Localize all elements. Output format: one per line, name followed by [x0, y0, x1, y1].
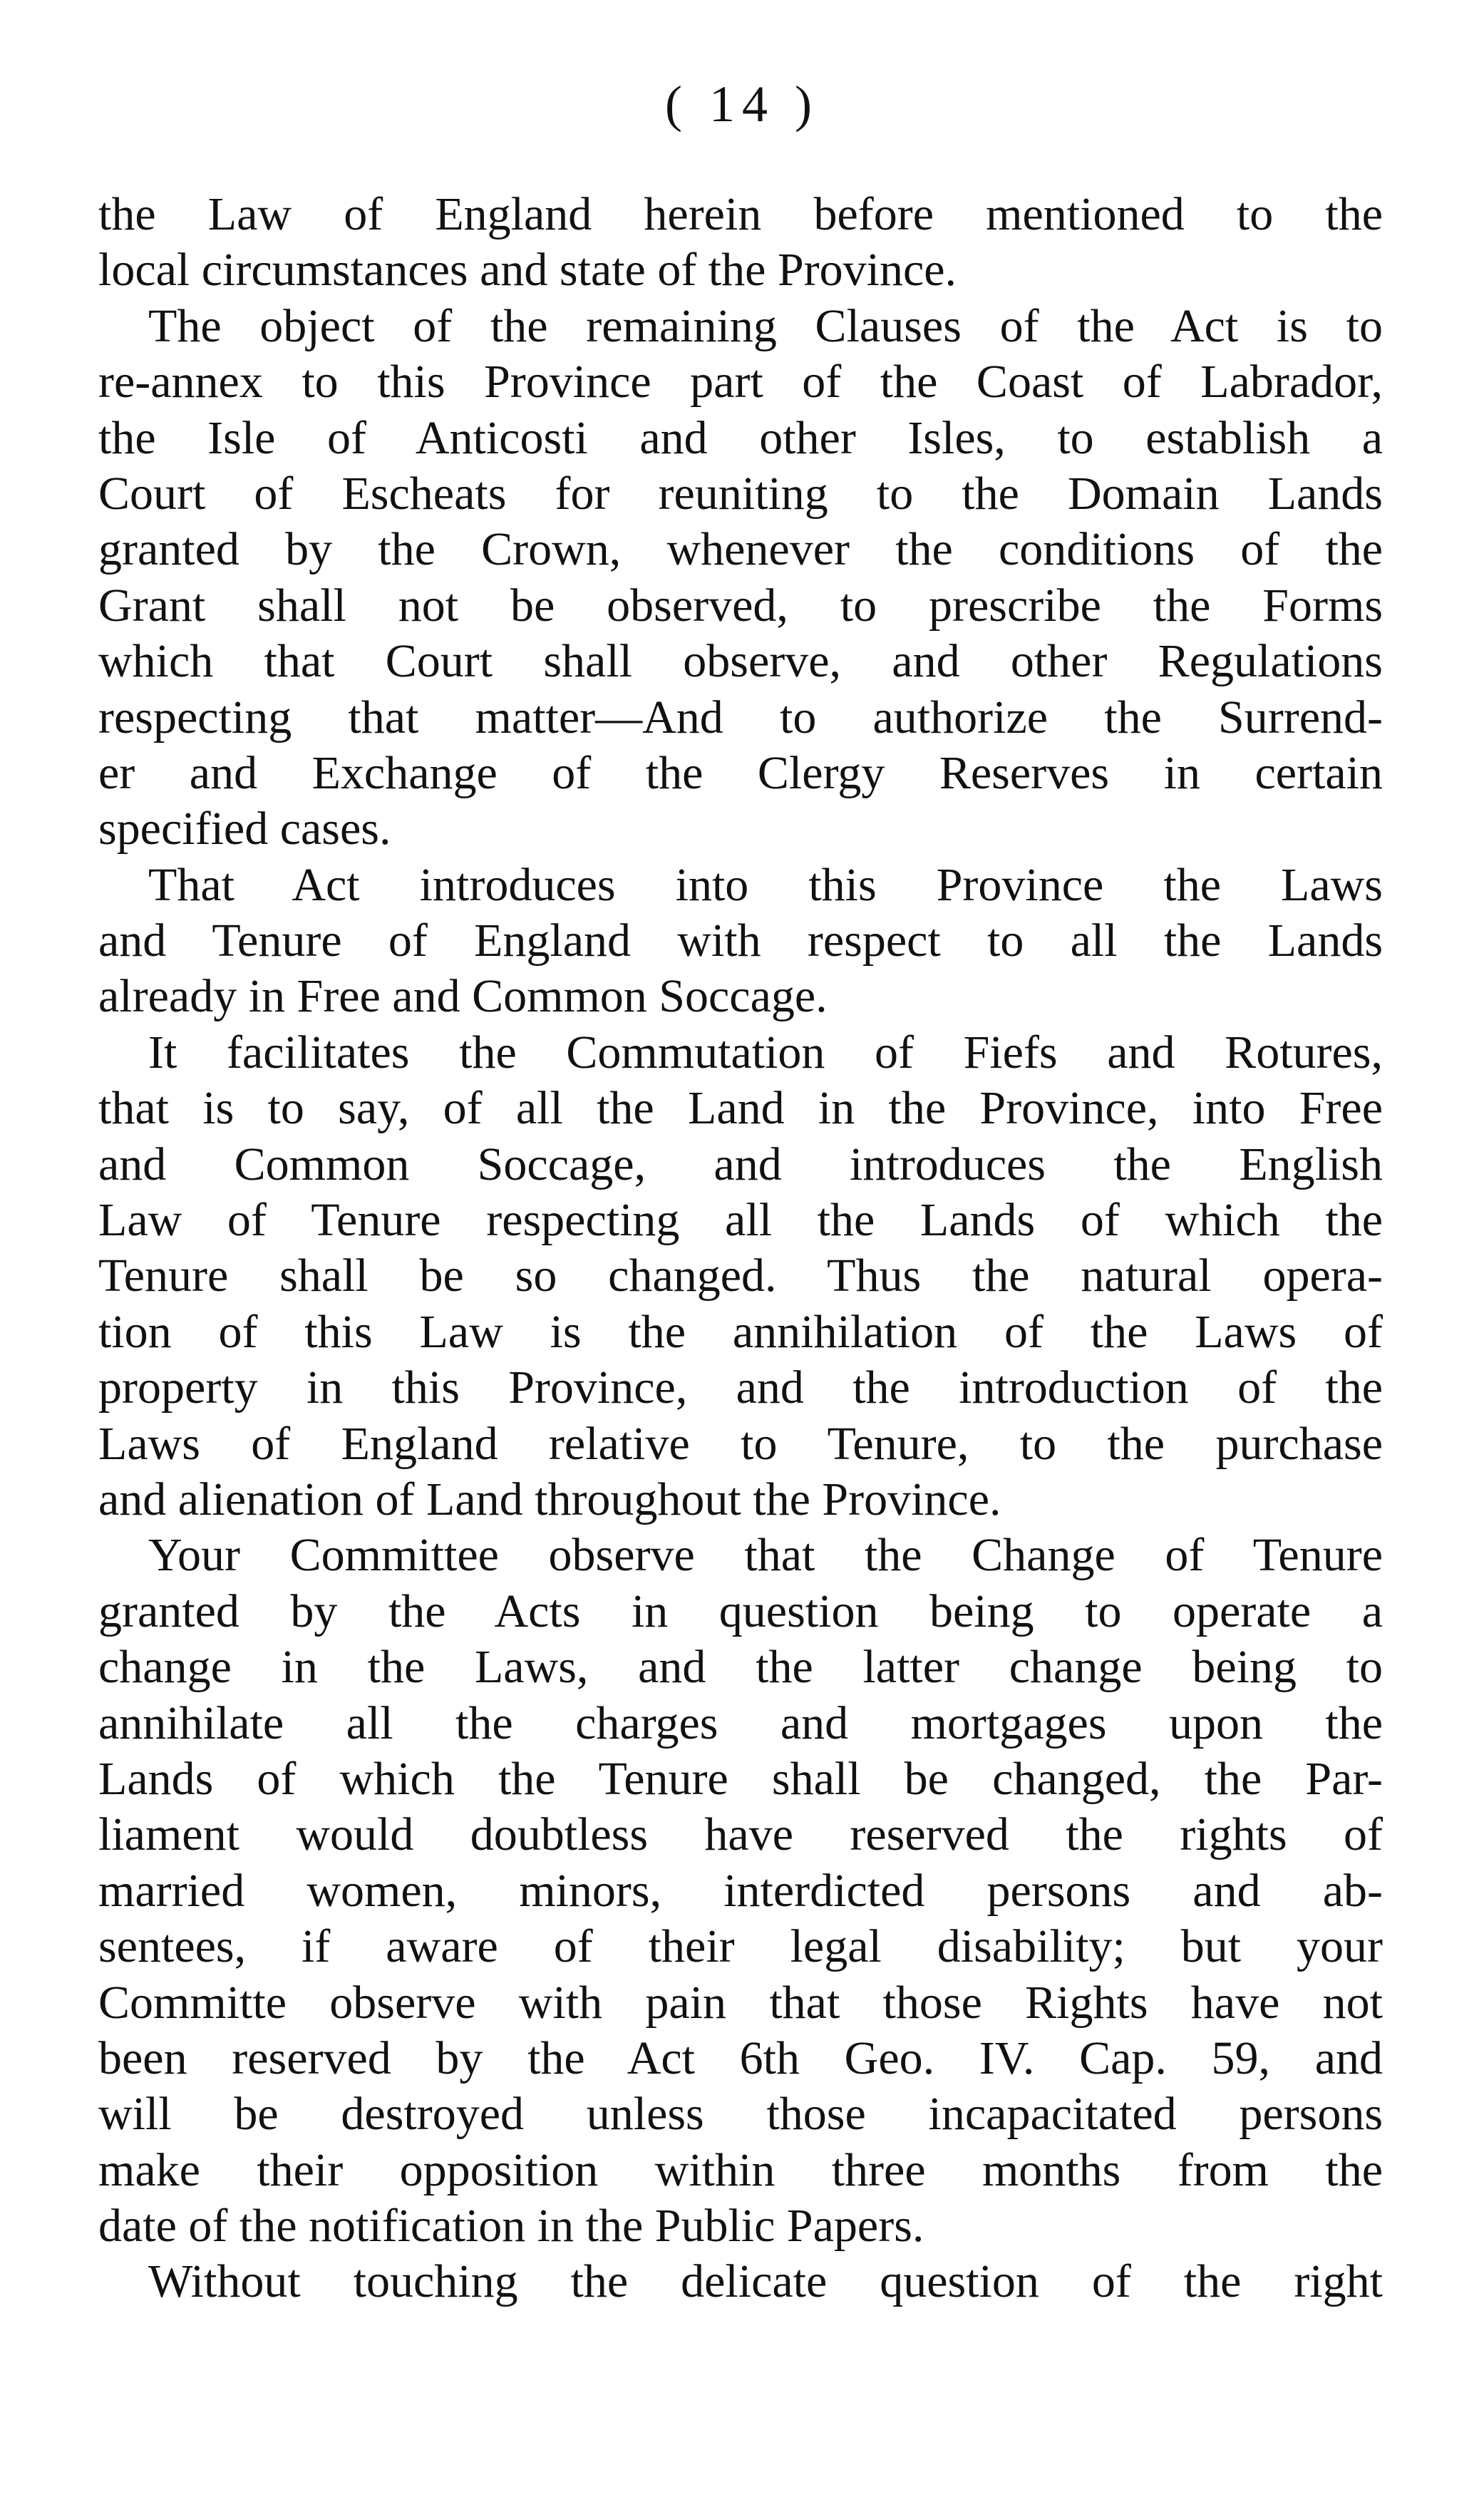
text-line: granted by the Crown, whenever the conditions of the [98, 523, 1383, 576]
text-line: Your Committee observe that the Change of Tenure [148, 1529, 1383, 1582]
text-line: liament would doubtless have reserved the rights of [98, 1808, 1383, 1861]
text-line: the Isle of Anticosti and other Isles, to establish a [98, 411, 1383, 464]
text-line: The object of the remaining Clauses of the Act is to [148, 299, 1383, 352]
text-line: local circumstances and state of the Province. [98, 244, 957, 297]
page-number: ( 14 ) [665, 76, 819, 133]
text-line: Tenure shall be so changed. Thus the natural opera- [98, 1250, 1383, 1302]
text-line: granted by the Acts in question being to operate a [98, 1585, 1383, 1637]
text-line: sentees, if aware of their legal disability; but your [98, 1920, 1383, 1973]
text-line: annihilate all the charges and mortgages upon the [98, 1697, 1383, 1749]
text-line: tion of this Law is the annihilation of the Laws of [98, 1305, 1383, 1358]
text-line: make their opposition within three months from the [98, 2143, 1383, 2196]
text-line: date of the notification in the Public Papers. [98, 2200, 924, 2253]
text-line: which that Court shall observe, and other Regulations [98, 635, 1383, 688]
text-line: and Common Soccage, and introduces the English [98, 1138, 1383, 1190]
text-line: change in the Laws, and the latter change being to [98, 1641, 1383, 1694]
text-line: Court of Escheats for reuniting to the Domain Lands [98, 467, 1383, 520]
text-line: Lands of which the Tenure shall be changed, the Par- [98, 1752, 1383, 1805]
text-line: been reserved by the Act 6th Geo. IV. Cap. 59, and [98, 2032, 1383, 2084]
text-line: Law of Tenure respecting all the Lands of which the [98, 1194, 1383, 1247]
text-line: It facilitates the Commutation of Fiefs and Rotures, [148, 1026, 1383, 1078]
text-line: married women, minors, interdicted persons and ab- [98, 1864, 1383, 1917]
text-line: and alienation of Land throughout the Province. [98, 1473, 1001, 1525]
text-line: specified cases. [98, 803, 391, 855]
text-line: Grant shall not be observed, to prescribe the Forms [98, 579, 1383, 632]
text-line: and Tenure of England with respect to all the Lands [98, 915, 1383, 967]
text-line: re-annex to this Province part of the Coast of Labrador, [98, 356, 1383, 408]
text-line: Without touching the delicate question of the right [148, 2255, 1383, 2308]
text-line: already in Free and Common Soccage. [98, 970, 828, 1023]
text-line: that is to say, of all the Land in the Province, into Free [98, 1082, 1383, 1135]
text-line: Committe observe with pain that those Rights have not [98, 1976, 1383, 2029]
text-line: er and Exchange of the Clergy Reserves in certain [98, 746, 1383, 799]
text-line: property in this Province, and the introduction of the [98, 1361, 1383, 1414]
text-line: the Law of England herein before mentioned to the [98, 188, 1383, 240]
body-text [98, 187, 1383, 2310]
text-line: Laws of England relative to Tenure, to the purchase [98, 1417, 1383, 1470]
text-line: will be destroyed unless those incapacitated persons [98, 2088, 1383, 2141]
text-line: That Act introduces into this Province the Laws [148, 858, 1383, 911]
text-line: respecting that matter—And to authorize the Surrend- [98, 691, 1383, 743]
